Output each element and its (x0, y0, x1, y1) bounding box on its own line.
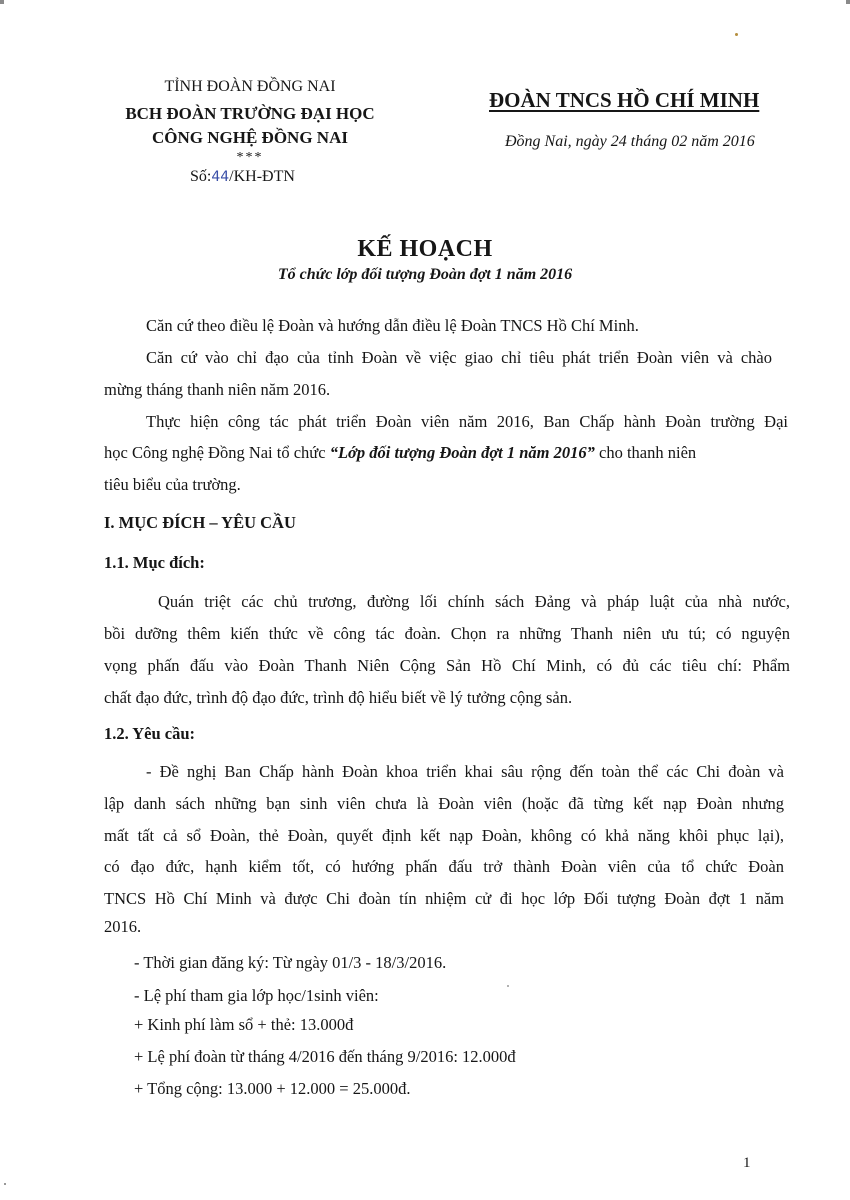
purpose-line: bồi dưỡng thêm kiến thức về công tác đoàn. Chọn ra những Thanh niên ưu tú; có nguyện (104, 624, 790, 643)
requirement-line: 2016. (104, 917, 142, 936)
org-committee-line1: BCH ĐOÀN TRƯỜNG ĐẠI HỌC (125, 104, 375, 123)
page-number: 1 (743, 1155, 751, 1171)
org-province: TỈNH ĐOÀN ĐỒNG NAI (164, 78, 336, 95)
org-committee-line2: CÔNG NGHỆ ĐỒNG NAI (152, 128, 348, 147)
intro-paragraph-3-line3: tiêu biểu của trường. (104, 475, 241, 494)
fee-total: + Tổng cộng: 13.000 + 12.000 = 25.000đ. (134, 1079, 411, 1098)
purpose-line: vọng phấn đấu vào Đoàn Thanh Niên Cộng Sản Hồ Chí Minh, có đủ các tiêu chí: Phẩm (104, 656, 790, 675)
doc-number-prefix: Số: (190, 168, 212, 185)
intro-p3-class-name: “Lớp đối tượng Đoàn đợt 1 năm 2016” (329, 443, 595, 462)
section-1-1-heading: 1.1. Mục đích: (104, 553, 205, 572)
requirement-line: TNCS Hồ Chí Minh và được Chi đoàn tín nhiệm cử đi học lớp Đối tượng Đoàn đợt 1 năm (104, 889, 784, 908)
scan-speck (4, 1183, 6, 1185)
purpose-line: chất đạo đức, trình độ đạo đức, trình độ hiểu biết về lý tưởng cộng sản. (104, 688, 573, 707)
registration-period: - Thời gian đăng ký: Từ ngày 01/3 - 18/3/2016. (134, 953, 447, 972)
intro-paragraph-2-line2: mừng tháng thanh niên năm 2016. (104, 380, 331, 399)
fee-title: - Lệ phí tham gia lớp học/1sinh viên: (134, 986, 379, 1005)
doc-number-suffix: /KH-ĐTN (229, 168, 295, 185)
fee-item: + Lệ phí đoàn từ tháng 4/2016 đến tháng 9/2016: 12.000đ (134, 1047, 516, 1066)
union-title: ĐOÀN TNCS HỒ CHÍ MINH (489, 88, 760, 112)
intro-paragraph-3-line2 (104, 443, 696, 463)
document-number (190, 168, 295, 186)
intro-paragraph-3-line1: Thực hiện công tác phát triển Đoàn viên năm 2016, Ban Chấp hành Đoàn trường Đại (146, 412, 788, 431)
intro-paragraph-1: Căn cứ theo điều lệ Đoàn và hướng dẫn điều lệ Đoàn TNCS Hồ Chí Minh. (146, 316, 639, 335)
intro-p3-text-a: học Công nghệ Đồng Nai tổ chức (104, 443, 330, 462)
requirement-line: có đạo đức, hạnh kiểm tốt, có hướng phấn đấu trở thành Đoàn viên của tổ chức Đoàn (104, 857, 784, 876)
scan-speck (735, 33, 738, 36)
header-stars: *** (236, 150, 264, 165)
requirement-line: - Đề nghị Ban Chấp hành Đoàn khoa triển khai sâu rộng đến toàn thể các Chi đoàn và (146, 762, 784, 781)
section-1-heading: I. MỤC ĐÍCH – YÊU CẦU (104, 513, 296, 532)
requirement-line: lập danh sách những bạn sinh viên chưa là Đoàn viên (hoặc đã từng kết nạp Đoàn nhưng (104, 794, 784, 813)
scan-edge-mark-left (0, 0, 4, 4)
scan-edge-mark-right (846, 0, 850, 4)
doc-number-handwritten: 44 (211, 169, 230, 185)
scan-speck (507, 985, 509, 987)
date-place: Đồng Nai, ngày 24 tháng 02 năm 2016 (505, 133, 755, 150)
section-1-2-heading: 1.2. Yêu cầu: (104, 724, 196, 743)
requirement-line: mất tất cả sổ Đoàn, thẻ Đoàn, quyết định kết nạp Đoàn, không có khả năng khôi phục lại), (104, 826, 784, 845)
intro-p3-text-c: cho thanh niên (594, 443, 697, 462)
intro-paragraph-2-line1: Căn cứ vào chỉ đạo của tỉnh Đoàn về việc giao chỉ tiêu phát triển Đoàn viên và chào (146, 348, 772, 367)
document-title: KẾ HOẠCH (357, 236, 493, 262)
purpose-line: Quán triệt các chủ trương, đường lối chính sách Đảng và pháp luật của nhà nước, (158, 592, 790, 611)
document-subtitle: Tổ chức lớp đối tượng Đoàn đợt 1 năm 2016 (277, 266, 573, 283)
fee-item: + Kinh phí làm sổ + thẻ: 13.000đ (134, 1015, 354, 1034)
